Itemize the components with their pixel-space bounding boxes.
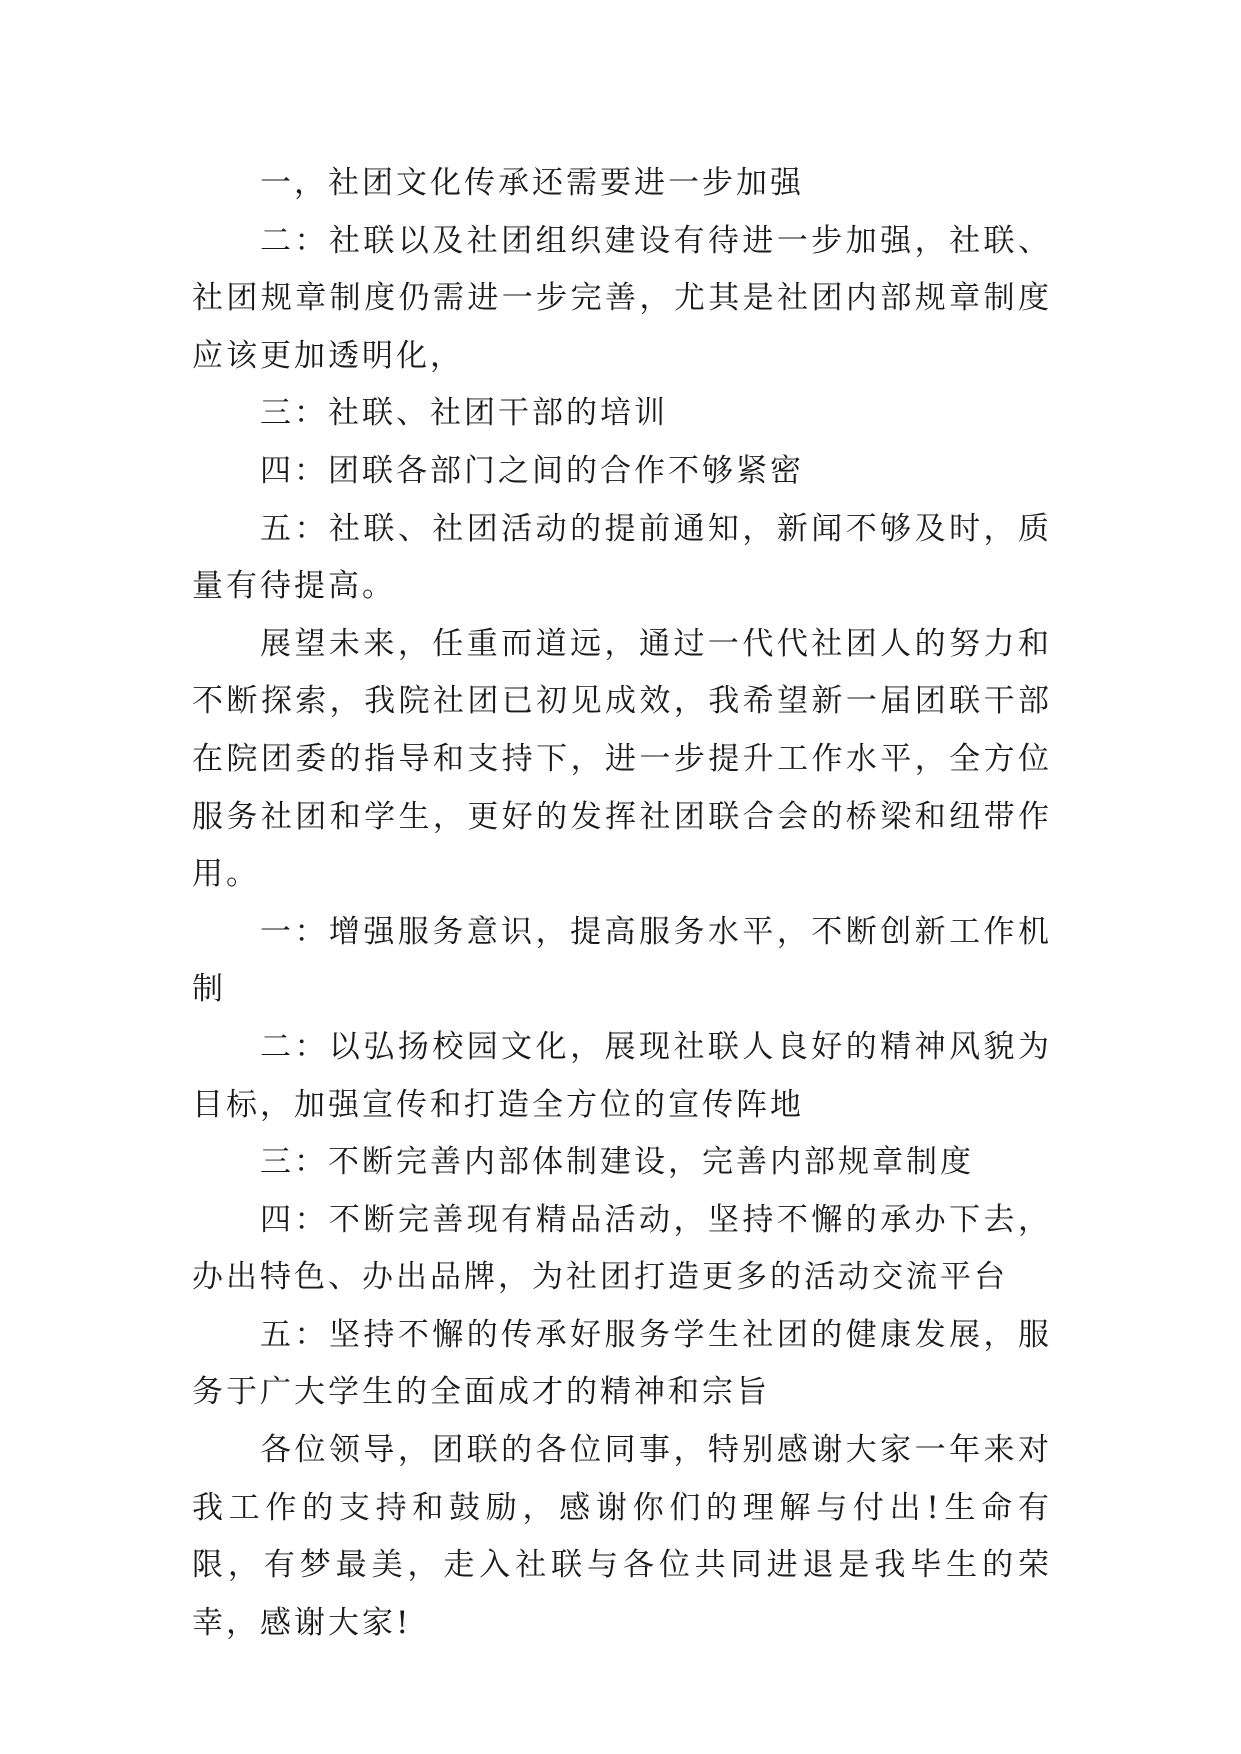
paragraph-issue-4: 四：团联各部门之间的合作不够紧密 [260,452,804,489]
paragraph-thanks: 各位领导，团联的各位同事，特别感谢大家一年来对我工作的支持和鼓励，感谢你们的理解与付出!生命有限，有梦最美，走入社联与各位共同进退是我毕生的荣幸，感谢大家! [192,1432,1052,1641]
paragraph-plan-2: 二：以弘扬校园文化，展现社联人良好的精神风貌为目标，加强宣传和打造全方位的宣传阵地 [192,1028,1052,1123]
paragraph-plan-1: 一：增强服务意识，提高服务水平，不断创新工作机制 [192,913,1052,1008]
paragraph-issue-1: 一，社团文化传承还需要进一步加强 [260,165,804,201]
paragraph-issue-5: 五：社联、社团活动的提前通知，新闻不够及时，质量有待提高。 [192,510,1052,605]
paragraph-plan-4: 四：不断完善现有精品活动，坚持不懈的承办下去，办出特色、办出品牌，为社团打造更多的活动交流平台 [192,1201,1052,1296]
paragraph-outlook: 展望未来，任重而道远，通过一代代社团人的努力和不断探索，我院社团已初见成效，我希望新一届团联干部在院团委的指导和支持下，进一步提升工作水平，全方位服务社团和学生，更好的发挥社团联合会的桥梁和纽带作用。 [192,625,1052,893]
paragraph-issue-3: 三：社联、社团干部的培训 [260,395,668,432]
paragraph-plan-3: 三：不断完善内部体制建设，完善内部规章制度 [260,1144,974,1181]
paragraph-issue-2: 二：社联以及社团组织建设有待进一步加强，社联、社团规章制度仍需进一步完善，尤其是社团内部规章制度应该更加透明化， [192,222,1052,374]
document-body [192,155,1052,1652]
paragraph-plan-5: 五：坚持不懈的传承好服务学生社团的健康发展，服务于广大学生的全面成才的精神和宗旨 [192,1316,1052,1411]
